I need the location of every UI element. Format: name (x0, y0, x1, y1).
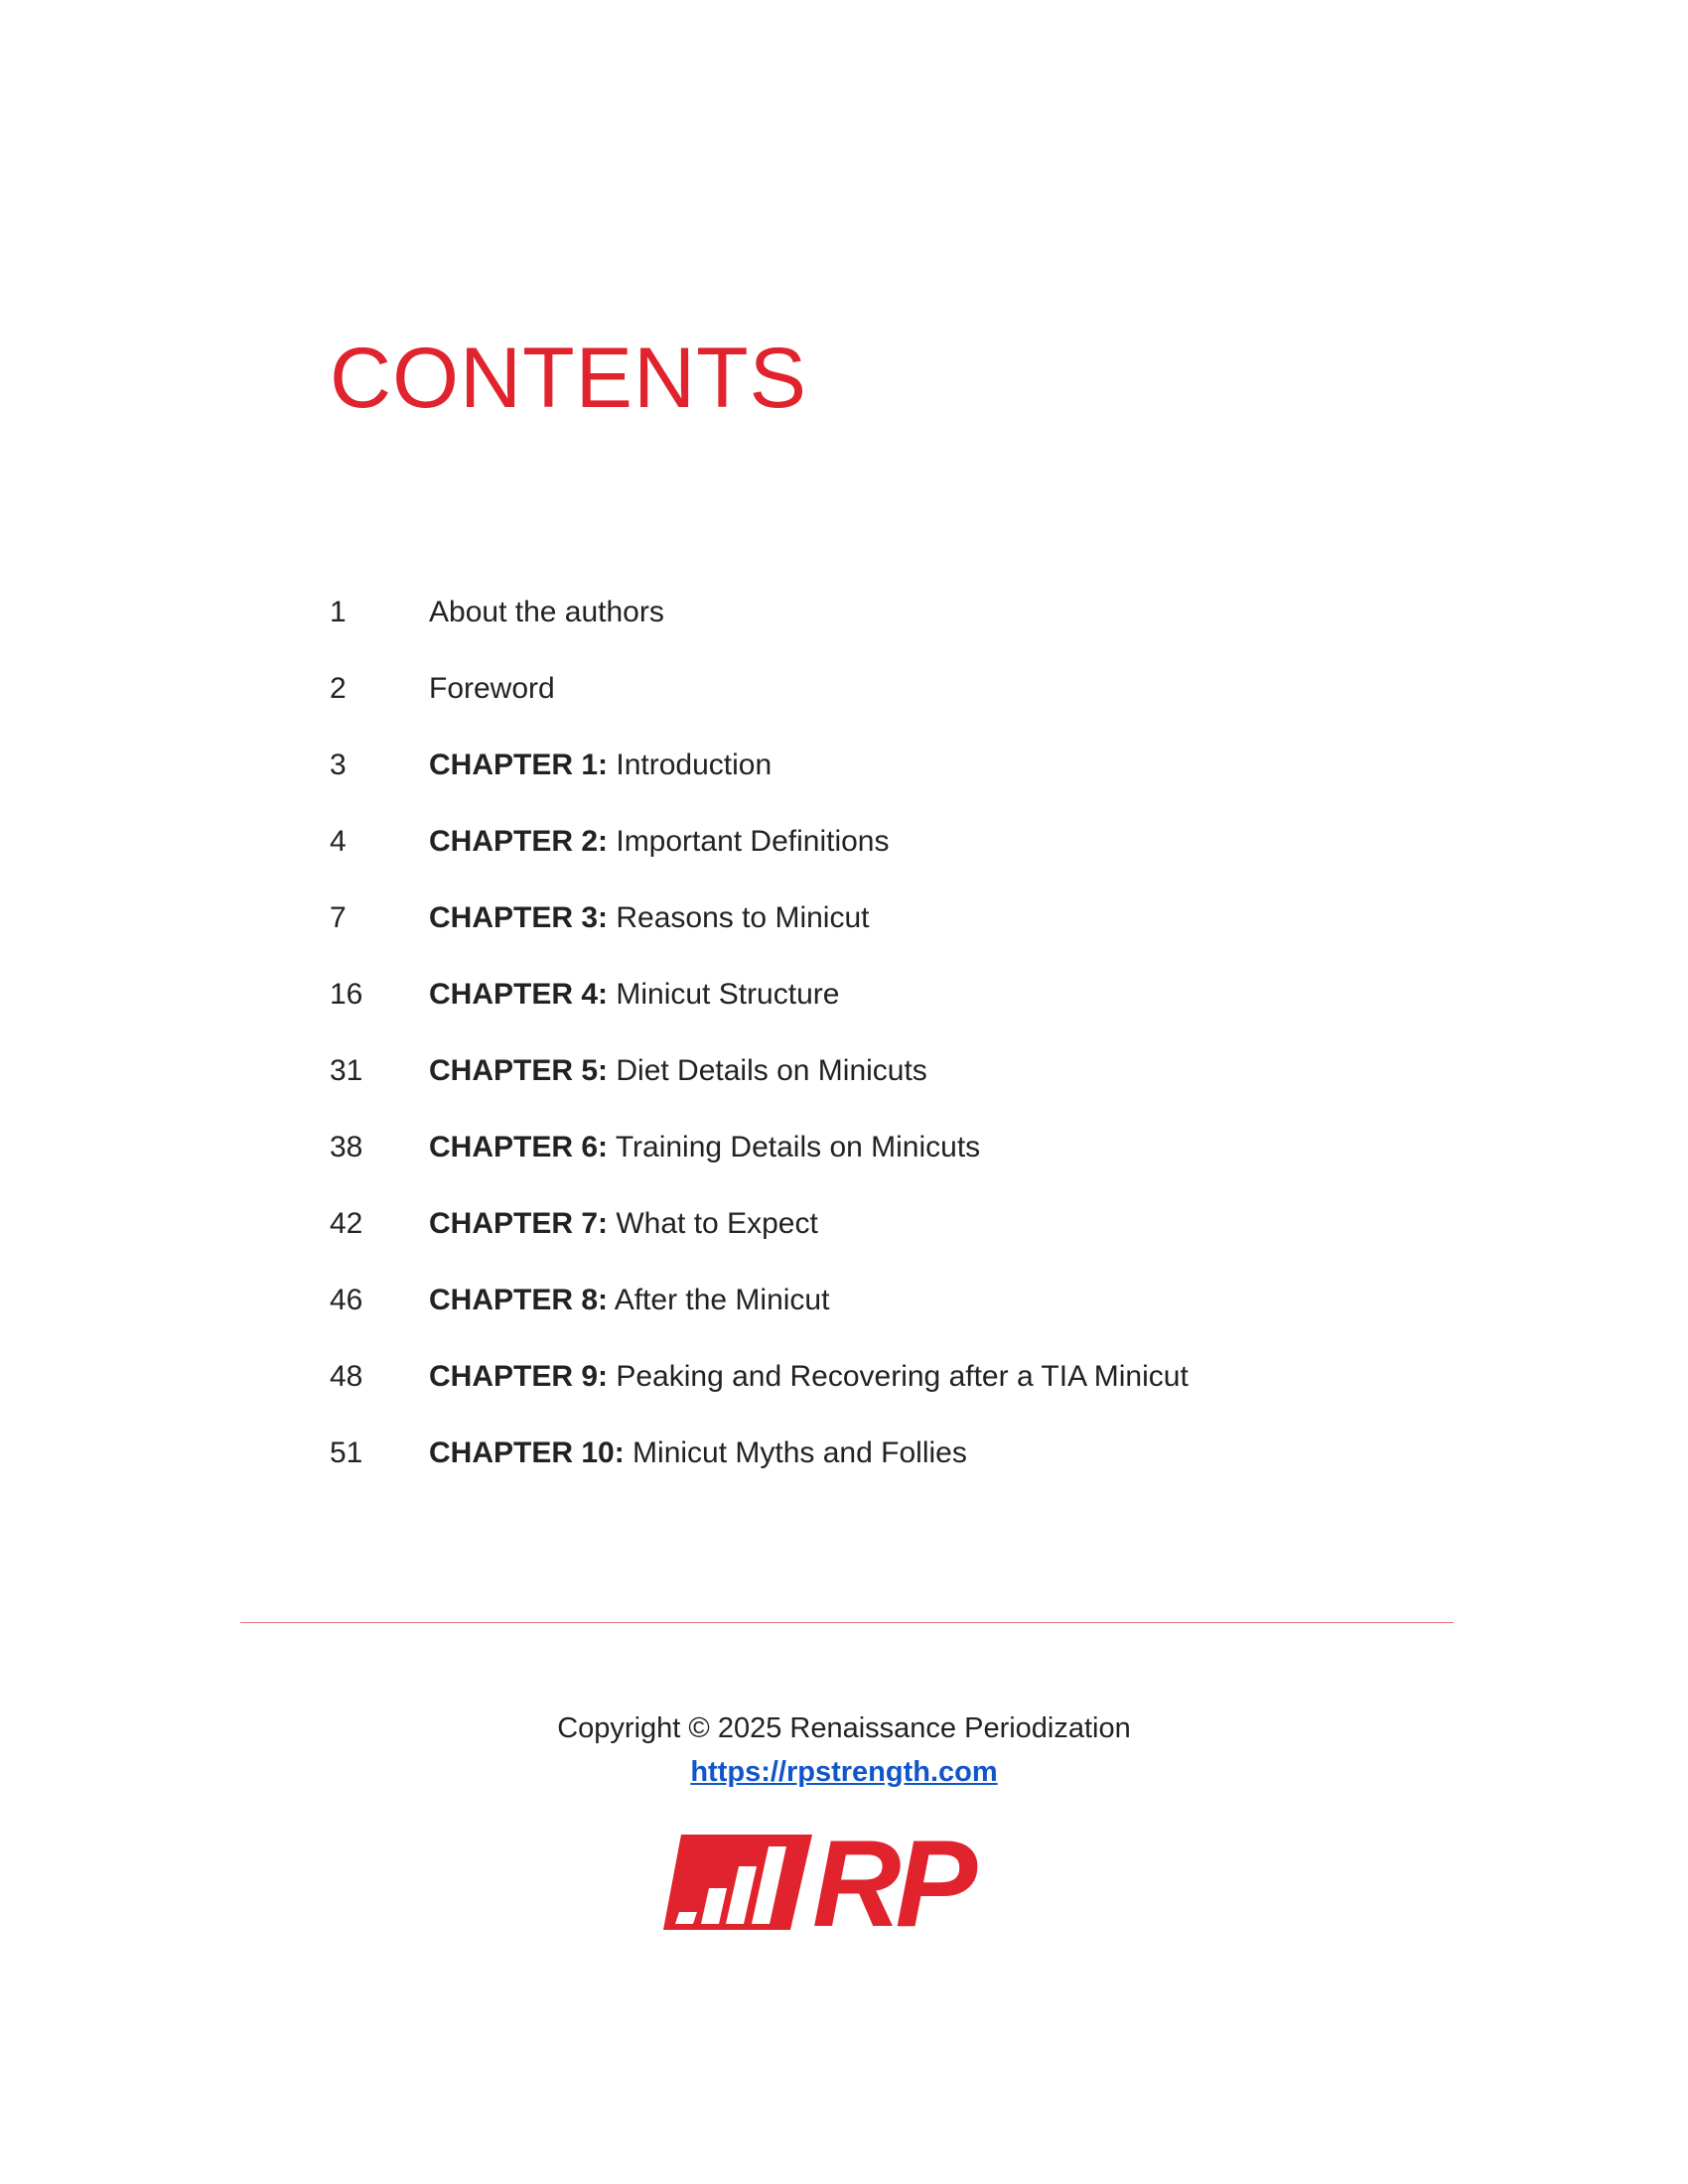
toc-entry-label (429, 671, 555, 705)
rp-logo (663, 1827, 1037, 1930)
toc-page-number: 4 (330, 824, 347, 858)
toc-entry[interactable] (330, 1185, 1422, 1262)
toc-page-number: 1 (330, 595, 347, 628)
toc-entry-label (429, 1283, 830, 1316)
toc-entry[interactable] (330, 727, 1422, 803)
toc-entry-title: Foreword (429, 671, 555, 705)
toc-entry-title: What to Expect (616, 1206, 818, 1240)
toc-entry-title: About the authors (429, 595, 664, 628)
toc-entry-label (429, 748, 773, 781)
toc-entry-label (429, 1053, 927, 1087)
toc-chapter-label: CHAPTER 2: (429, 824, 609, 858)
toc-chapter-label: CHAPTER 3: (429, 900, 609, 934)
toc-chapter-label: CHAPTER 10: (429, 1435, 625, 1469)
logo-wordmark: RP (812, 1827, 972, 1930)
toc-entry-title: Minicut Structure (616, 977, 840, 1011)
rp-bars-logo-icon (663, 1835, 812, 1930)
toc-entry[interactable] (330, 650, 1422, 727)
toc-page-number: 31 (330, 1053, 363, 1087)
toc-entry-label (429, 824, 890, 858)
footer-divider (240, 1622, 1454, 1623)
toc-chapter-label: CHAPTER 6: (429, 1130, 609, 1163)
toc-entry[interactable] (330, 1032, 1422, 1109)
toc-entry-label (429, 977, 840, 1011)
toc-entry-label (429, 1435, 967, 1469)
toc-chapter-label: CHAPTER 8: (429, 1283, 609, 1316)
toc-entry-title: Diet Details on Minicuts (616, 1053, 927, 1087)
toc-page-number: 48 (330, 1359, 363, 1393)
toc-entry[interactable] (330, 1338, 1422, 1415)
toc-entry-label (429, 1359, 1189, 1393)
toc-page-number: 42 (330, 1206, 363, 1240)
toc-chapter-label: CHAPTER 1: (429, 748, 609, 781)
toc-entry-title: Introduction (616, 748, 773, 781)
toc-page-number: 7 (330, 900, 347, 934)
toc-page-number: 51 (330, 1435, 363, 1469)
footer (0, 1707, 1688, 1794)
toc-page-number: 46 (330, 1283, 363, 1316)
toc-page-number: 3 (330, 748, 347, 781)
toc-entry[interactable] (330, 1415, 1422, 1491)
toc-chapter-label: CHAPTER 4: (429, 977, 609, 1011)
toc-entry[interactable] (330, 1109, 1422, 1185)
copyright-text: Copyright © 2025 Renaissance Periodization (557, 1712, 1131, 1744)
toc-entry-label (429, 900, 870, 934)
toc-page-number: 38 (330, 1130, 363, 1163)
toc-entry[interactable] (330, 880, 1422, 956)
toc-entry[interactable] (330, 956, 1422, 1032)
toc-chapter-label: CHAPTER 7: (429, 1206, 609, 1240)
toc-entry-label (429, 1206, 818, 1240)
toc-entry-title: Reasons to Minicut (616, 900, 870, 934)
website-link[interactable]: https://rpstrength.com (690, 1755, 998, 1788)
toc-entry-title: Minicut Myths and Follies (633, 1435, 967, 1469)
page-title: CONTENTS (330, 331, 807, 426)
toc-entry-title: After the Minicut (614, 1283, 830, 1316)
table-of-contents (330, 574, 1422, 1491)
toc-entry[interactable] (330, 1262, 1422, 1338)
toc-page-number: 2 (330, 671, 347, 705)
toc-chapter-label: CHAPTER 5: (429, 1053, 609, 1087)
toc-entry-label (429, 595, 664, 628)
toc-entry-title: Training Details on Minicuts (615, 1130, 981, 1163)
toc-chapter-label: CHAPTER 9: (429, 1359, 609, 1393)
toc-entry[interactable] (330, 574, 1422, 650)
toc-entry-title: Peaking and Recovering after a TIA Minicut (616, 1359, 1189, 1393)
toc-entry[interactable] (330, 803, 1422, 880)
toc-page-number: 16 (330, 977, 363, 1011)
toc-entry-title: Important Definitions (616, 824, 890, 858)
toc-entry-label (429, 1130, 981, 1163)
